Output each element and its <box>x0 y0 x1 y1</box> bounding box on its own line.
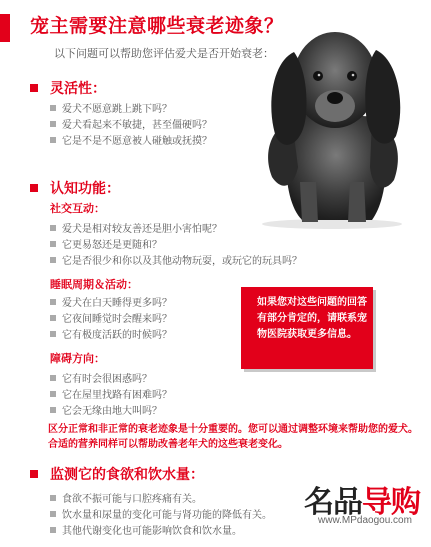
list-item: 它是否很少和你以及其他动物玩耍，或玩它的玩具吗？ <box>50 252 302 267</box>
sleep-heading: 睡眠周期＆活动： <box>50 278 138 291</box>
section-marker <box>30 84 38 92</box>
section-marker <box>30 184 38 192</box>
bullet-icon <box>50 105 56 111</box>
list-item: 爱犬不愿意跳上跳下吗？ <box>50 100 172 115</box>
section-marker <box>30 470 38 478</box>
page-title: 宠主需要注意哪些衰老迹象？ <box>30 15 284 37</box>
callout-text: 如果您对这些问题的回答有部分肯定的，请联系宠物医院获取更多信息。 <box>257 297 367 340</box>
list-item: 它会无缘由地大叫吗？ <box>50 402 162 417</box>
list-item: 它有时会很困惑吗？ <box>50 370 152 385</box>
list-item: 它在屋里找路有困难吗？ <box>50 386 172 401</box>
bullet-icon <box>50 511 56 517</box>
list-item: 它是不是不愿意被人碰触或抚摸？ <box>50 132 212 147</box>
title-accent-bar <box>0 14 10 42</box>
bullet-icon <box>50 527 56 533</box>
list-item: 食欲不振可能与口腔疼痛有关。 <box>50 490 202 505</box>
social-heading: 社交互动： <box>50 202 105 215</box>
bullet-icon <box>50 375 56 381</box>
list-item: 它夜间睡觉时会醒来吗？ <box>50 310 172 325</box>
list-item: 饮水量和尿量的变化可能与肾功能的降低有关。 <box>50 506 272 521</box>
cognition-heading: 认知功能： <box>50 181 120 197</box>
monitor-heading: 监测它的食欲和饮水量： <box>50 467 204 483</box>
bullet-icon <box>50 331 56 337</box>
list-item: 爱犬在白天睡得更多吗？ <box>50 294 172 309</box>
logo-wordmark: 名品导购 <box>304 485 420 520</box>
watermark-logo <box>304 477 424 529</box>
list-item: 爱犬是相对较友善还是胆小害怕呢？ <box>50 220 222 235</box>
bullet-icon <box>50 299 56 305</box>
list-item: 其他代谢变化也可能影响饮食和饮水量。 <box>50 522 242 537</box>
dog-photo <box>232 2 424 230</box>
bullet-icon <box>50 391 56 397</box>
bullet-icon <box>50 315 56 321</box>
disorder-heading: 障碍方向： <box>50 352 105 365</box>
bullet-icon <box>50 137 56 143</box>
bullet-icon <box>50 407 56 413</box>
agility-heading: 灵活性： <box>50 81 106 97</box>
page-subtitle: 以下问题可以帮助您评估爱犬是否开始衰老： <box>54 47 274 60</box>
list-item: 它有极度活跃的时候吗？ <box>50 326 172 341</box>
callout-box <box>241 287 373 369</box>
list-item: 爱犬看起来不敏捷，甚至僵硬吗？ <box>50 116 212 131</box>
bullet-icon <box>50 241 56 247</box>
summary-paragraph: 区分正常和非正常的衰老迹象是十分重要的。您可以通过调整环境来帮助您的爱犬。合适的营养同样可以帮助改善老年犬的这些衰老变化。 <box>48 424 418 450</box>
bullet-icon <box>50 121 56 127</box>
list-item: 它更易怒还是更随和？ <box>50 236 162 251</box>
bullet-icon <box>50 257 56 263</box>
bullet-icon <box>50 495 56 501</box>
bullet-icon <box>50 225 56 231</box>
logo-url: www.MPdaogou.com <box>318 515 412 526</box>
